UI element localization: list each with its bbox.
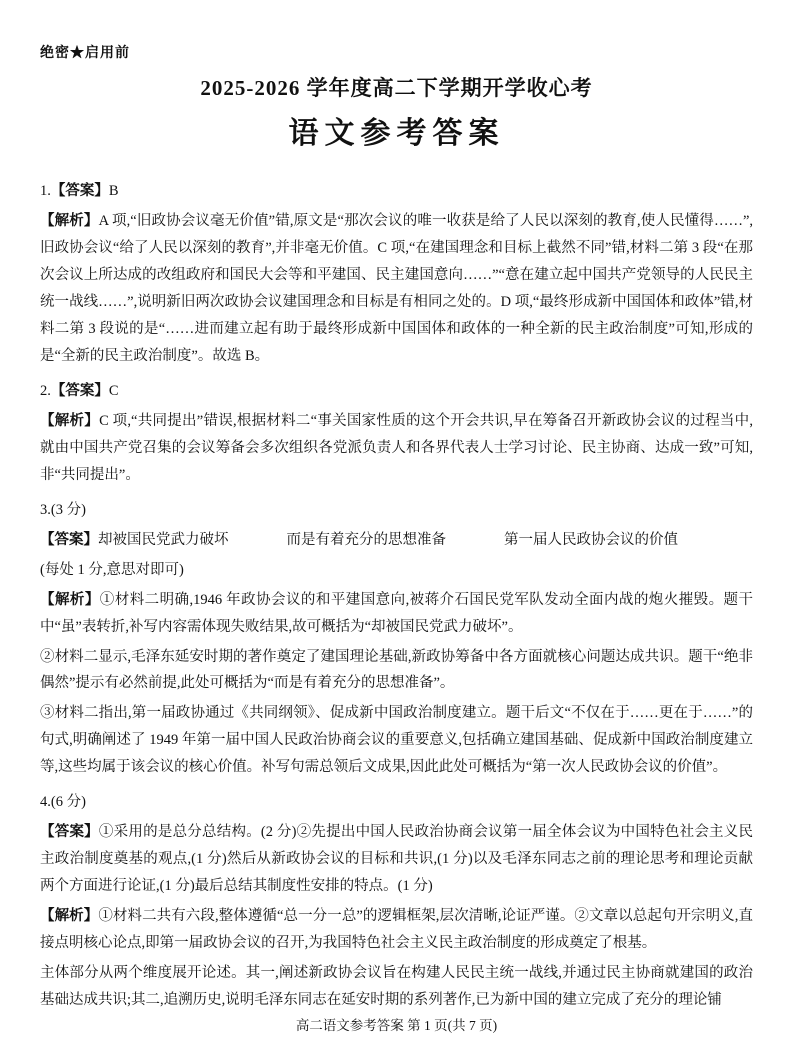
q4-answer-label: 【答案】 (40, 824, 99, 841)
q3-analysis-paragraph-2: ②材料二显示,毛泽东延安时期的著作奠定了建国理论基础,新政协筹备中各方面就核心问题达成共识。题干“绝非偶然”提示有必然前提,此处可概括为“而是有着充分的思想准备”。 (40, 648, 753, 692)
answer-body (40, 178, 753, 1014)
secrecy-note: 绝密★启用前 (40, 46, 130, 61)
q3-analysis-paragraph-1 (40, 587, 753, 641)
exam-title: 2025-2026 学年度高二下学期开学收心考 (200, 76, 593, 100)
q3-analysis-text-1: ①材料二明确,1946 年政协会议的和平建国意向,被蒋介石国民党军队发动全面内战的炮火摧毁。题干中“虽”表转折,补写内容需体现失败结果,故可概括为“却被国民党武力破坏”。 (40, 591, 753, 635)
q4-analysis-paragraph-1 (40, 903, 753, 957)
q2-answer-line (40, 378, 753, 405)
q3-answer-line (40, 527, 753, 554)
q3-heading: 3.(3 分) (40, 501, 86, 518)
q4-analysis-paragraph-2: 主体部分从两个维度展开论述。其一,阐述新政协会议旨在构建人民民主统一战线,并通过民主协商就建国的政治基础达成共识;其二,追溯历史,说明毛泽东同志在延安时期的系列著作,已为新中国的建立完成了充分的理论铺 (40, 965, 753, 1009)
q3-answer-blank-1: 却被国民党武力破坏 (98, 531, 229, 548)
q1-analysis-paragraph (40, 208, 753, 370)
q4-heading: 4.(6 分) (40, 794, 86, 811)
q3-answer-blank-3: 第一届人民政协会议的价值 (504, 531, 678, 548)
q2-number: 2. (40, 382, 51, 399)
q1-analysis-label: 【解析】 (40, 212, 99, 229)
q2-analysis-paragraph (40, 408, 753, 489)
q2-analysis-text: C 项,“共同提出”错误,根据材料二“事关国家性质的这个开会共识,早在筹备召开新政协会议的过程当中,就由中国共产党召集的会议筹备会多次组织各党派负责人和各界代表人士学习讨论、民主协商、达成一致”可知,非“共同提出”。 (40, 412, 754, 483)
q3-scoring-note: (每处 1 分,意思对即可) (40, 561, 184, 578)
answer-key-title: 语文参考答案 (288, 117, 505, 150)
q1-answer-line (40, 178, 753, 205)
q2-analysis-label: 【解析】 (40, 412, 100, 429)
q3-analysis-label: 【解析】 (40, 591, 100, 608)
q2-answer-label: 【答案】 (50, 382, 109, 399)
q1-number: 1. (40, 183, 51, 199)
q1-analysis-text: A 项,“旧政协会议毫无价值”错,原文是“那次会议的唯一收获是给了人民以深刻的教育,使人民懂得……”,旧政协会议“给了人民以深刻的教育”,并非毫无价值。C 项,“在建国理念和目标上截然不同”错,材料二第 3 段“在那次会议上所达成的改组政府和国民大会等和平建国、民主建国意向……”“意在建立起中国共产党领导的人民民主统一战线……”,说明新旧两次政协会议建国理念和目标是有相同之处的。D 项,“最终形成新中国国体和政体”错,材料二第 3 段说的是“……进而建立起有助于最终形成新中国国体和政体的一种全新的民主政治制度”可知,形成的是“全新的民主政治制度”。故选 B。 (40, 212, 753, 364)
page-footer: 高二语文参考答案 第 1 页(共 7 页) (295, 1018, 498, 1033)
q3-analysis-paragraph-3: ③材料二指出,第一届政协通过《共同纲领》、促成新中国政治制度建立。题干后文“不仅在于……更在于……”的句式,明确阐述了 1949 年第一届中国人民政治协商会议的重要意义,包括确立建国基础、促成新中国政治制度建立等,这些均属于该会议的核心价值。补写句需总领后文成果,因此此处可概括为“第一次人民政协会议的价值”。 (40, 705, 753, 776)
q4-analysis-label: 【解析】 (40, 908, 99, 925)
q2-answer-value: C (108, 382, 119, 399)
q3-answer-blank-2: 而是有着充分的思想准备 (286, 531, 446, 548)
q4-analysis-text-1: ①材料二共有六段,整体遵循“总一分一总”的逻辑框架,层次清晰,论证严谨。②文章以总起句开宗明义,直接点明核心论点,即第一届政协会议的召开,为我国特色社会主义民主政治制度的形成奠定了根基。 (40, 908, 754, 952)
q4-answer-text: ①采用的是总分总结构。(2 分)②先提出中国人民政治协商会议第一届全体会议为中国特色社会主义民主政治制度奠基的观点,(1 分)然后从新政协会议的目标和共识,(1 分)以及毛泽东同志之前的理论思考和理论贡献两个方面进行论证,(1 分)最后总结其制度性安排的特点。(1 分) (40, 824, 754, 895)
q4-answer-paragraph (40, 819, 753, 900)
q3-answer-label: 【答案】 (40, 531, 98, 548)
q1-answer-label: 【答案】 (50, 183, 109, 199)
q1-answer-value: B (108, 183, 119, 199)
